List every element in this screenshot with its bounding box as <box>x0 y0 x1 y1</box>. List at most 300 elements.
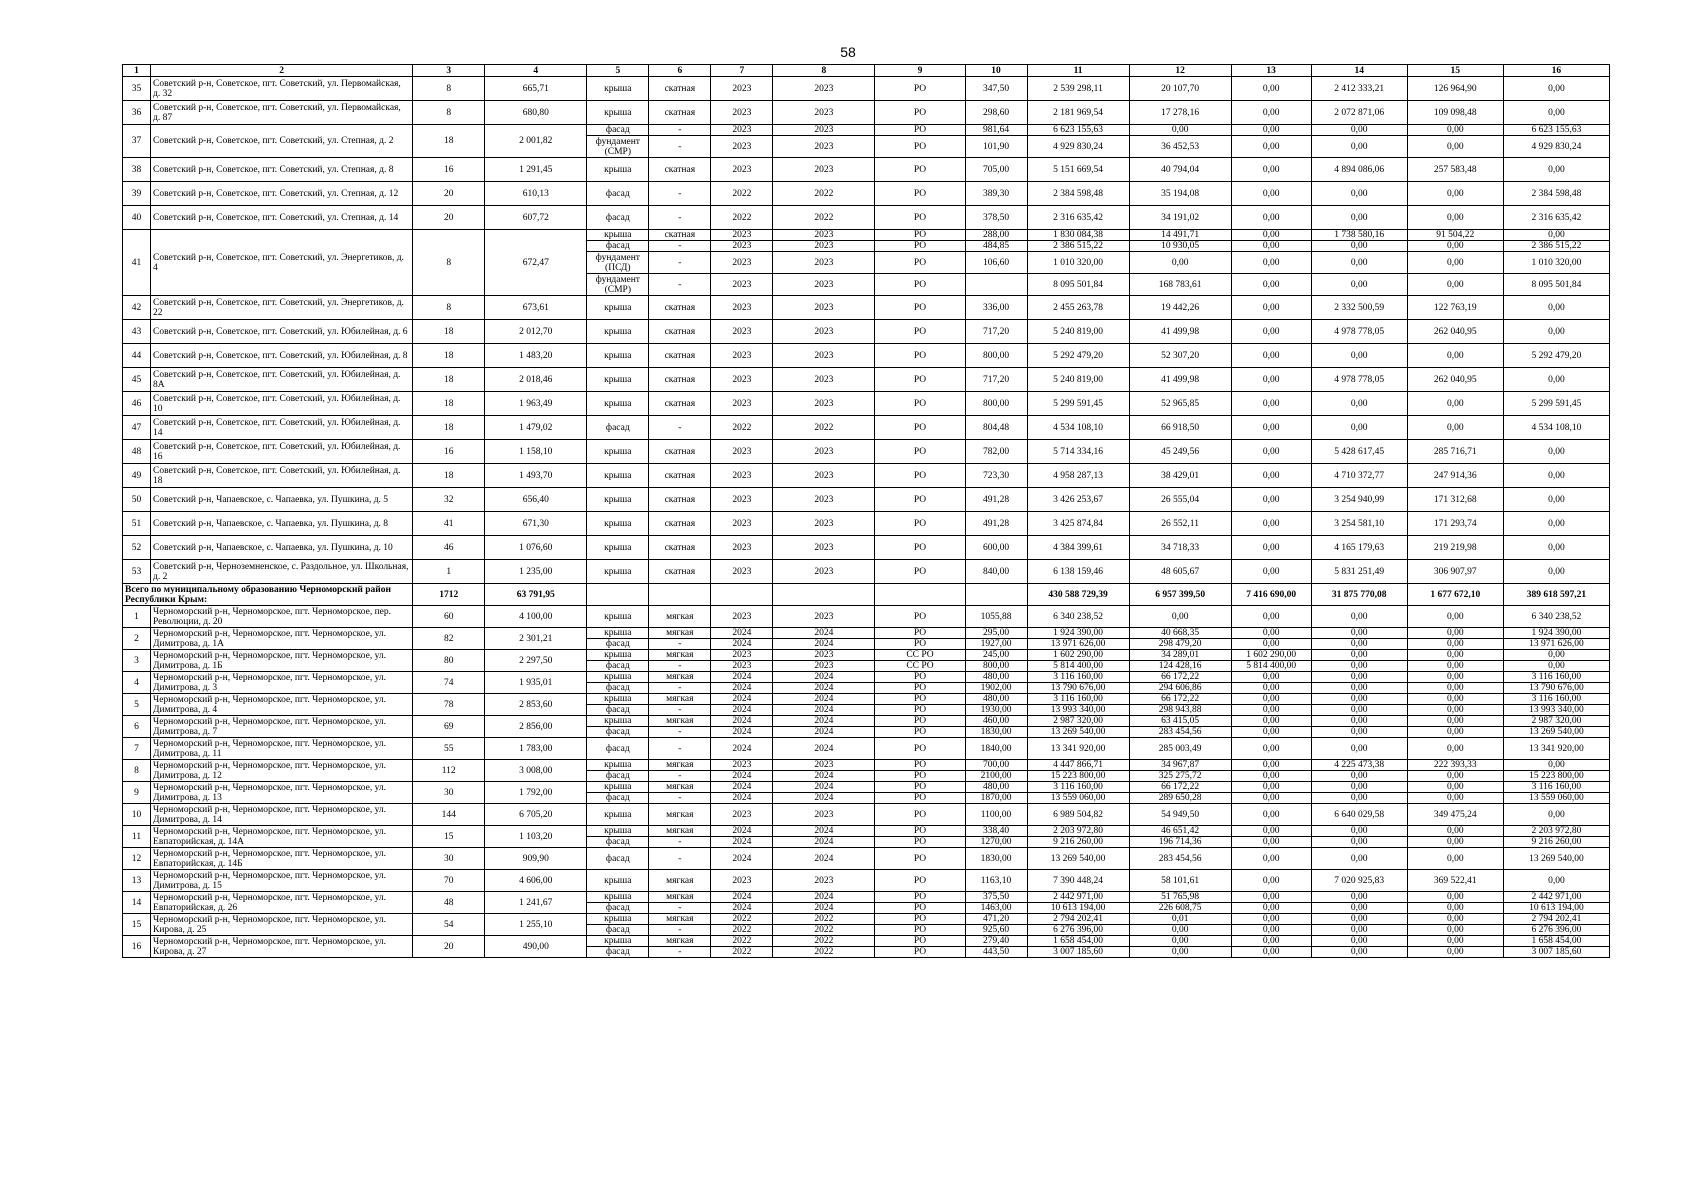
fund-owners: 13 790 676,00 <box>1503 683 1609 694</box>
plan-end: 2023 <box>773 125 875 136</box>
roof-type: мягкая <box>649 628 711 639</box>
fund-owners: 1 010 320,00 <box>1503 252 1609 274</box>
roof-type: - <box>649 705 711 716</box>
cost-share: 283 454,56 <box>1129 727 1231 738</box>
fund-local: 0,00 <box>1407 182 1503 206</box>
plan-end: 2022 <box>773 206 875 230</box>
table-row <box>123 826 1610 837</box>
column-header-10: 10 <box>965 65 1027 77</box>
plan-end: 2022 <box>773 936 875 947</box>
plan-end: 2024 <box>773 683 875 694</box>
building-area: 1 291,45 <box>485 158 587 182</box>
plan-end: 2023 <box>773 536 875 560</box>
fund-cc: 0,00 <box>1231 440 1311 464</box>
cost-total: 4 447 866,71 <box>1027 760 1129 771</box>
apartments-count: 16 <box>413 158 485 182</box>
work-type: фасад <box>587 661 649 672</box>
plan-start: 2023 <box>711 252 773 274</box>
total-c16: 389 618 597,21 <box>1503 584 1609 606</box>
building-area: 909,90 <box>485 848 587 870</box>
fund-local: 0,00 <box>1407 738 1503 760</box>
financing: РО <box>875 344 965 368</box>
fund-local: 0,00 <box>1407 837 1503 848</box>
fund-rk: 0,00 <box>1311 848 1407 870</box>
plan-start: 2024 <box>711 826 773 837</box>
fund-cc: 0,00 <box>1231 804 1311 826</box>
cost-share: 34 289,01 <box>1129 650 1231 661</box>
apartments-count: 8 <box>413 77 485 101</box>
volume: 1830,00 <box>965 727 1027 738</box>
fund-cc: 0,00 <box>1231 639 1311 650</box>
row-number: 48 <box>123 440 151 464</box>
plan-end: 2024 <box>773 892 875 903</box>
fund-owners: 6 623 155,63 <box>1503 125 1609 136</box>
table-row <box>123 694 1610 705</box>
fund-local: 0,00 <box>1407 936 1503 947</box>
volume: 471,20 <box>965 914 1027 925</box>
fund-cc: 0,00 <box>1231 903 1311 914</box>
work-type: крыша <box>587 512 649 536</box>
table-row <box>123 368 1610 392</box>
volume: 288,00 <box>965 230 1027 241</box>
cost-total: 6 138 159,46 <box>1027 560 1129 584</box>
fund-cc: 0,00 <box>1231 77 1311 101</box>
work-type: крыша <box>587 344 649 368</box>
apartments-count: 55 <box>413 738 485 760</box>
apartments-count: 70 <box>413 870 485 892</box>
address: Черноморский р-н, Черноморское, пгт. Черноморское, ул. Димитрова, д. 3 <box>151 672 413 694</box>
work-type: крыша <box>587 804 649 826</box>
roof-type: - <box>649 727 711 738</box>
building-area: 673,61 <box>485 296 587 320</box>
apartments-count: 80 <box>413 650 485 672</box>
plan-end: 2023 <box>773 274 875 296</box>
column-header-6: 6 <box>649 65 711 77</box>
column-header-3: 3 <box>413 65 485 77</box>
roof-type: скатная <box>649 536 711 560</box>
fund-owners: 3 116 160,00 <box>1503 672 1609 683</box>
apartments-count: 18 <box>413 320 485 344</box>
address: Советский р-н, Советское, пгт. Советский, ул. Степная, д. 12 <box>151 182 413 206</box>
roof-type: мягкая <box>649 672 711 683</box>
plan-end: 2023 <box>773 464 875 488</box>
plan-end: 2024 <box>773 837 875 848</box>
fund-owners: 10 613 194,00 <box>1503 903 1609 914</box>
address: Черноморский р-н, Черноморское, пгт. Черноморское, ул. Евпаторийская, д. 26 <box>151 892 413 914</box>
cost-share: 0,00 <box>1129 125 1231 136</box>
table-row <box>123 77 1610 101</box>
apartments-count: 18 <box>413 344 485 368</box>
row-number: 50 <box>123 488 151 512</box>
cost-total: 6 340 238,52 <box>1027 606 1129 628</box>
work-type: фасад <box>587 771 649 782</box>
fund-cc: 0,00 <box>1231 694 1311 705</box>
work-type: крыша <box>587 826 649 837</box>
fund-rk: 0,00 <box>1311 837 1407 848</box>
cost-total: 13 971 626,00 <box>1027 639 1129 650</box>
financing: РО <box>875 512 965 536</box>
building-area: 1 792,00 <box>485 782 587 804</box>
fund-cc: 0,00 <box>1231 344 1311 368</box>
table-row <box>123 440 1610 464</box>
cost-share: 46 651,42 <box>1129 826 1231 837</box>
fund-rk: 0,00 <box>1311 914 1407 925</box>
plan-end: 2022 <box>773 925 875 936</box>
volume: 1870,00 <box>965 793 1027 804</box>
sovetsky-section <box>123 77 1610 584</box>
cost-total: 13 790 676,00 <box>1027 683 1129 694</box>
fund-rk: 0,00 <box>1311 683 1407 694</box>
financing: РО <box>875 936 965 947</box>
cost-total: 3 116 160,00 <box>1027 782 1129 793</box>
column-header-11: 11 <box>1027 65 1129 77</box>
work-type: крыша <box>587 694 649 705</box>
column-header-13: 13 <box>1231 65 1311 77</box>
fund-owners: 0,00 <box>1503 230 1609 241</box>
plan-end: 2024 <box>773 639 875 650</box>
roof-type: - <box>649 252 711 274</box>
plan-end: 2024 <box>773 793 875 804</box>
address: Черноморский р-н, Черноморское, пгт. Черноморское, ул. Димитрова, д. 11 <box>151 738 413 760</box>
fund-cc: 0,00 <box>1231 125 1311 136</box>
fund-local: 0,00 <box>1407 892 1503 903</box>
cost-total: 2 539 298,11 <box>1027 77 1129 101</box>
work-type: фасад <box>587 837 649 848</box>
column-header-4: 4 <box>485 65 587 77</box>
plan-end: 2024 <box>773 705 875 716</box>
address: Советский р-н, Советское, пгт. Советский, ул. Энергетиков, д. 4 <box>151 230 413 296</box>
apartments-count: 69 <box>413 716 485 738</box>
row-number: 40 <box>123 206 151 230</box>
fund-cc: 0,00 <box>1231 274 1311 296</box>
financing: РО <box>875 738 965 760</box>
cost-share: 196 714,36 <box>1129 837 1231 848</box>
building-area: 2 297,50 <box>485 650 587 672</box>
fund-rk: 0,00 <box>1311 716 1407 727</box>
volume: 443,50 <box>965 947 1027 958</box>
plan-start: 2024 <box>711 628 773 639</box>
plan-end: 2023 <box>773 101 875 125</box>
cost-total: 13 559 060,00 <box>1027 793 1129 804</box>
total-c13: 7 416 690,00 <box>1231 584 1311 606</box>
cost-total: 10 613 194,00 <box>1027 903 1129 914</box>
fund-owners: 13 993 340,00 <box>1503 705 1609 716</box>
fund-owners: 13 971 626,00 <box>1503 639 1609 650</box>
fund-rk: 7 020 925,83 <box>1311 870 1407 892</box>
table-row <box>123 870 1610 892</box>
fund-rk: 3 254 581,10 <box>1311 512 1407 536</box>
fund-cc: 0,00 <box>1231 738 1311 760</box>
plan-end: 2024 <box>773 903 875 914</box>
cost-total: 6 989 504,82 <box>1027 804 1129 826</box>
fund-local: 0,00 <box>1407 914 1503 925</box>
work-type: крыша <box>587 392 649 416</box>
financing: РО <box>875 560 965 584</box>
address: Советский р-н, Советское, пгт. Советский, ул. Энергетиков, д. 22 <box>151 296 413 320</box>
work-type: крыша <box>587 716 649 727</box>
row-number: 39 <box>123 182 151 206</box>
financing: РО <box>875 914 965 925</box>
row-number: 8 <box>123 760 151 782</box>
financing: РО <box>875 826 965 837</box>
financing: РО <box>875 536 965 560</box>
roof-type: - <box>649 661 711 672</box>
plan-end: 2024 <box>773 848 875 870</box>
fund-cc: 0,00 <box>1231 512 1311 536</box>
cost-share: 0,00 <box>1129 606 1231 628</box>
roof-type: мягкая <box>649 914 711 925</box>
fund-cc: 0,00 <box>1231 158 1311 182</box>
volume: 279,40 <box>965 936 1027 947</box>
fund-rk: 0,00 <box>1311 793 1407 804</box>
building-area: 6 705,20 <box>485 804 587 826</box>
cost-share: 34 967,87 <box>1129 760 1231 771</box>
fund-owners: 4 929 830,24 <box>1503 136 1609 158</box>
cost-share: 294 606,86 <box>1129 683 1231 694</box>
cost-share: 10 930,05 <box>1129 241 1231 252</box>
plan-end: 2023 <box>773 650 875 661</box>
building-area: 1 235,00 <box>485 560 587 584</box>
table-row <box>123 512 1610 536</box>
volume: 1055,88 <box>965 606 1027 628</box>
fund-cc: 0,00 <box>1231 782 1311 793</box>
work-type: крыша <box>587 760 649 771</box>
fund-local: 0,00 <box>1407 639 1503 650</box>
work-type: крыша <box>587 936 649 947</box>
plan-start: 2024 <box>711 672 773 683</box>
table-row <box>123 344 1610 368</box>
fund-cc: 0,00 <box>1231 464 1311 488</box>
fund-local: 0,00 <box>1407 782 1503 793</box>
plan-end: 2023 <box>773 606 875 628</box>
fund-local: 0,00 <box>1407 771 1503 782</box>
cost-share: 58 101,61 <box>1129 870 1231 892</box>
fund-local: 0,00 <box>1407 727 1503 738</box>
plan-start: 2024 <box>711 903 773 914</box>
fund-local: 0,00 <box>1407 705 1503 716</box>
cost-total: 4 929 830,24 <box>1027 136 1129 158</box>
cost-share: 298 943,88 <box>1129 705 1231 716</box>
volume: 245,00 <box>965 650 1027 661</box>
table-row <box>123 716 1610 727</box>
address: Советский р-н, Советское, пгт. Советский, ул. Первомайская, д. 87 <box>151 101 413 125</box>
fund-owners: 3 116 160,00 <box>1503 782 1609 793</box>
plan-start: 2023 <box>711 650 773 661</box>
table-row <box>123 892 1610 903</box>
apartments-count: 8 <box>413 101 485 125</box>
apartments-count: 20 <box>413 206 485 230</box>
fund-local: 126 964,90 <box>1407 77 1503 101</box>
plan-end: 2024 <box>773 716 875 727</box>
fund-cc: 0,00 <box>1231 206 1311 230</box>
building-area: 1 783,00 <box>485 738 587 760</box>
volume: 336,00 <box>965 296 1027 320</box>
roof-type: - <box>649 903 711 914</box>
fund-cc: 0,00 <box>1231 683 1311 694</box>
cost-total: 5 814 400,00 <box>1027 661 1129 672</box>
table-row <box>123 782 1610 793</box>
fund-local: 0,00 <box>1407 925 1503 936</box>
column-number-header <box>123 65 1610 77</box>
plan-end: 2023 <box>773 512 875 536</box>
plan-start: 2023 <box>711 464 773 488</box>
column-header-14: 14 <box>1311 65 1407 77</box>
plan-start: 2023 <box>711 760 773 771</box>
work-type: крыша <box>587 230 649 241</box>
plan-start: 2023 <box>711 606 773 628</box>
roof-type: мягкая <box>649 716 711 727</box>
plan-end: 2024 <box>773 826 875 837</box>
roof-type: скатная <box>649 464 711 488</box>
fund-cc: 0,00 <box>1231 892 1311 903</box>
fund-local: 0,00 <box>1407 793 1503 804</box>
cost-total: 1 010 320,00 <box>1027 252 1129 274</box>
table-row <box>123 738 1610 760</box>
cost-share: 168 783,61 <box>1129 274 1231 296</box>
financing: РО <box>875 716 965 727</box>
fund-rk: 0,00 <box>1311 206 1407 230</box>
plan-start: 2023 <box>711 158 773 182</box>
work-type: фасад <box>587 925 649 936</box>
fund-local: 369 522,41 <box>1407 870 1503 892</box>
cost-total: 4 958 287,13 <box>1027 464 1129 488</box>
table-row <box>123 101 1610 125</box>
fund-cc: 0,00 <box>1231 705 1311 716</box>
fund-local: 109 098,48 <box>1407 101 1503 125</box>
row-number: 36 <box>123 101 151 125</box>
cost-share: 41 499,98 <box>1129 368 1231 392</box>
fund-owners: 0,00 <box>1503 158 1609 182</box>
financing: РО <box>875 392 965 416</box>
fund-rk: 0,00 <box>1311 826 1407 837</box>
fund-cc: 0,00 <box>1231 252 1311 274</box>
plan-start: 2023 <box>711 136 773 158</box>
fund-local: 171 293,74 <box>1407 512 1503 536</box>
work-type: крыша <box>587 320 649 344</box>
building-area: 3 008,00 <box>485 760 587 782</box>
plan-start: 2023 <box>711 661 773 672</box>
table-row <box>123 320 1610 344</box>
plan-start: 2023 <box>711 536 773 560</box>
fund-local: 0,00 <box>1407 716 1503 727</box>
fund-cc: 0,00 <box>1231 320 1311 344</box>
roof-type: - <box>649 241 711 252</box>
financing: СС РО <box>875 661 965 672</box>
plan-start: 2023 <box>711 320 773 344</box>
fund-cc: 0,00 <box>1231 793 1311 804</box>
apartments-count: 32 <box>413 488 485 512</box>
volume: 1930,00 <box>965 705 1027 716</box>
fund-cc: 0,00 <box>1231 837 1311 848</box>
plan-start: 2023 <box>711 101 773 125</box>
financing: РО <box>875 274 965 296</box>
cost-total: 5 292 479,20 <box>1027 344 1129 368</box>
volume: 484,85 <box>965 241 1027 252</box>
fund-local: 0,00 <box>1407 628 1503 639</box>
fund-rk: 0,00 <box>1311 694 1407 705</box>
cost-share: 66 172,22 <box>1129 782 1231 793</box>
roof-type: - <box>649 416 711 440</box>
fund-cc: 0,00 <box>1231 914 1311 925</box>
building-area: 1 963,49 <box>485 392 587 416</box>
fund-local: 0,00 <box>1407 392 1503 416</box>
table-row <box>123 936 1610 947</box>
cost-total: 2 384 598,48 <box>1027 182 1129 206</box>
cost-total: 3 425 874,84 <box>1027 512 1129 536</box>
fund-rk: 4 978 778,05 <box>1311 320 1407 344</box>
volume: 1840,00 <box>965 738 1027 760</box>
cost-share: 36 452,53 <box>1129 136 1231 158</box>
row-number: 2 <box>123 628 151 650</box>
volume: 295,00 <box>965 628 1027 639</box>
fund-owners: 5 292 479,20 <box>1503 344 1609 368</box>
total-c4: 63 791,95 <box>485 584 587 606</box>
fund-rk: 5 831 251,49 <box>1311 560 1407 584</box>
fund-owners: 1 924 390,00 <box>1503 628 1609 639</box>
fund-owners: 3 116 160,00 <box>1503 694 1609 705</box>
row-number: 51 <box>123 512 151 536</box>
apartments-count: 18 <box>413 368 485 392</box>
cost-total: 13 993 340,00 <box>1027 705 1129 716</box>
plan-start: 2023 <box>711 77 773 101</box>
building-area: 2 301,21 <box>485 628 587 650</box>
work-type: крыша <box>587 870 649 892</box>
address: Советский р-н, Советское, пгт. Советский, ул. Юбилейная, д. 18 <box>151 464 413 488</box>
roof-type: скатная <box>649 368 711 392</box>
roof-type: - <box>649 136 711 158</box>
plan-end: 2023 <box>773 368 875 392</box>
fund-local: 219 219,98 <box>1407 536 1503 560</box>
cost-total: 6 276 396,00 <box>1027 925 1129 936</box>
row-number: 15 <box>123 914 151 936</box>
fund-cc: 0,00 <box>1231 392 1311 416</box>
fund-rk: 2 412 333,21 <box>1311 77 1407 101</box>
fund-rk: 2 072 871,06 <box>1311 101 1407 125</box>
fund-local: 257 583,48 <box>1407 158 1503 182</box>
financing: РО <box>875 488 965 512</box>
address: Советский р-н, Советское, пгт. Советский, ул. Юбилейная, д. 6 <box>151 320 413 344</box>
cost-total: 2 386 515,22 <box>1027 241 1129 252</box>
cost-total: 1 830 084,38 <box>1027 230 1129 241</box>
cost-share: 52 307,20 <box>1129 344 1231 368</box>
financing: РО <box>875 77 965 101</box>
building-area: 671,30 <box>485 512 587 536</box>
fund-cc: 0,00 <box>1231 488 1311 512</box>
fund-rk: 0,00 <box>1311 274 1407 296</box>
row-number: 4 <box>123 672 151 694</box>
volume: 800,00 <box>965 661 1027 672</box>
address: Советский р-н, Черноземненское, с. Раздольное, ул. Школьная, д. 2 <box>151 560 413 584</box>
fund-owners: 2 987 320,00 <box>1503 716 1609 727</box>
volume: 460,00 <box>965 716 1027 727</box>
table-row <box>123 230 1610 241</box>
financing: РО <box>875 158 965 182</box>
row-number: 5 <box>123 694 151 716</box>
fund-rk: 0,00 <box>1311 738 1407 760</box>
row-number: 7 <box>123 738 151 760</box>
financing: РО <box>875 771 965 782</box>
address: Черноморский р-н, Черноморское, пгт. Черноморское, ул. Димитрова, д. 1Б <box>151 650 413 672</box>
fund-cc: 0,00 <box>1231 560 1311 584</box>
chernomorsky-section <box>123 606 1610 958</box>
address: Черноморский р-н, Черноморское, пгт. Черноморское, ул. Димитрова, д. 7 <box>151 716 413 738</box>
financing: РО <box>875 705 965 716</box>
fund-owners: 8 095 501,84 <box>1503 274 1609 296</box>
work-type: фасад <box>587 241 649 252</box>
row-number: 45 <box>123 368 151 392</box>
address: Черноморский р-н, Черноморское, пгт. Черноморское, ул. Кирова, д. 25 <box>151 914 413 936</box>
cost-share: 40 668,35 <box>1129 628 1231 639</box>
